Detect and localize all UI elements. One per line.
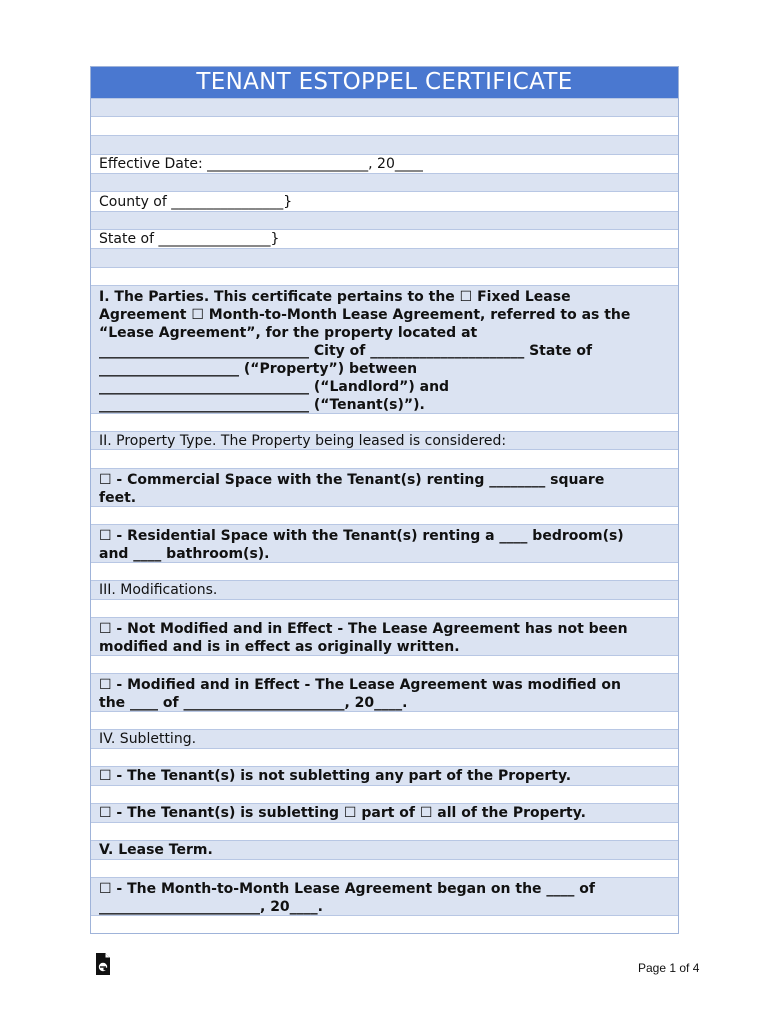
spacer-row — [91, 748, 678, 766]
spacer-row — [91, 506, 678, 524]
form-title: TENANT ESTOPPEL CERTIFICATE — [91, 67, 678, 98]
property-type-heading: II. Property Type. The Property being leased is considered: — [91, 431, 678, 449]
parties-line: Agreement ☐ Month-to-Month Lease Agreement, referred to as the — [99, 307, 631, 323]
not-subletting-option[interactable]: ☐ - The Tenant(s) is not subletting any part of the Property. — [91, 766, 678, 785]
state-row[interactable] — [91, 229, 678, 248]
spacer-row — [91, 785, 678, 803]
lease-term-heading: V. Lease Term. — [91, 840, 678, 859]
eforms-logo-icon — [94, 952, 112, 976]
spacer-row — [91, 822, 678, 840]
spacer-row — [91, 98, 678, 116]
spacer-row — [91, 859, 678, 877]
spacer-row — [91, 267, 678, 285]
page-number: Page 1 of 4 — [638, 961, 700, 975]
parties-line: ______________________________ (“Tenant(s)”). — [99, 397, 425, 413]
state-text: State of ________________} — [99, 231, 280, 247]
parties-line: I. The Parties. This certificate pertains to the ☐ Fixed Lease — [99, 289, 571, 305]
spacer-row — [91, 248, 678, 267]
estoppel-form — [90, 66, 679, 934]
spacer-row — [91, 211, 678, 229]
spacer-row — [91, 116, 678, 135]
spacer-row — [91, 173, 678, 191]
spacer-row — [91, 562, 678, 580]
lease-began-option[interactable]: ☐ - The Month-to-Month Lease Agreement began on the ____ of _______________________, 20____. — [91, 877, 678, 915]
parties-line: “Lease Agreement”, for the property located at — [99, 325, 478, 341]
commercial-space-option[interactable]: ☐ - Commercial Space with the Tenant(s) renting ________ square feet. — [91, 468, 678, 506]
parties-line: ______________________________ City of ______________________ State of — [99, 343, 593, 359]
spacer-row — [91, 413, 678, 431]
county-row[interactable] — [91, 191, 678, 211]
spacer-row — [91, 135, 678, 154]
effective-date-row[interactable] — [91, 154, 678, 173]
spacer-row — [91, 711, 678, 729]
residential-space-option[interactable]: ☐ - Residential Space with the Tenant(s) renting a ____ bedroom(s) and ____ bathroom(s). — [91, 524, 678, 562]
modifications-heading: III. Modifications. — [91, 580, 678, 599]
modified-option[interactable]: ☐ - Modified and in Effect - The Lease Agreement was modified on the ____ of _______________________, 20____. — [91, 673, 678, 711]
spacer-row — [91, 915, 678, 933]
county-text: County of ________________} — [99, 193, 293, 210]
spacer-row — [91, 449, 678, 468]
spacer-row — [91, 655, 678, 673]
parties-section[interactable] — [91, 285, 678, 413]
subletting-option[interactable]: ☐ - The Tenant(s) is subletting ☐ part of ☐ all of the Property. — [91, 803, 678, 822]
parties-line: ____________________ (“Property”) between — [99, 361, 418, 377]
subletting-heading: IV. Subletting. — [91, 729, 678, 748]
parties-line: ______________________________ (“Landlord”) and — [99, 379, 450, 395]
spacer-row — [91, 599, 678, 617]
effective-date-text: Effective Date: _______________________, 20____ — [99, 156, 423, 172]
not-modified-option[interactable]: ☐ - Not Modified and in Effect - The Lease Agreement has not been modified and is in effect as originally written. — [91, 617, 678, 655]
